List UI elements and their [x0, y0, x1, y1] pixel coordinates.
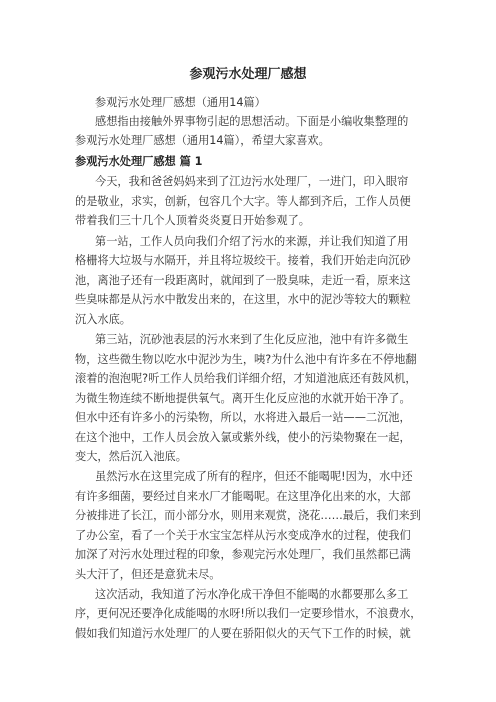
- paragraph-line: 格栅将大垃圾与水隔开，并且将垃圾绞干。接着，我们开始走向沉砂: [75, 254, 411, 267]
- section-heading: 参观污水处理厂感想 篇 1: [75, 155, 203, 168]
- paragraph-line: 这次活动，我知道了污水净化成干净但不能喝的水都要那么多工: [95, 588, 409, 601]
- paragraph-line: 虽然污水在这里完成了所有的程序，但还不能喝呢!因为，水中还: [95, 470, 413, 483]
- paragraph-line: 滚着的泡泡呢?听工作人员给我们详细介绍，才知道池底还有鼓风机，: [75, 372, 417, 385]
- paragraph-line: 的是敬业，求实，创新，包容几个大字。等人都到齐后，工作人员便: [75, 195, 411, 208]
- paragraph-line: 有许多细菌，要经过自来水厂才能喝呢。在这里净化出来的水，大部: [75, 490, 411, 503]
- paragraph-line: 加深了对污水处理过程的印象，参观完污水处理厂，我们虽然都已满: [75, 548, 411, 561]
- paragraph-line: 变大，然后沉入池底。: [75, 450, 187, 463]
- paragraph-line: 今天，我和爸爸妈妈来到了江边污水处理厂，一进门，印入眼帘: [95, 175, 409, 188]
- paragraph-line: 带着我们三十几个人顶着炎炎夏日开始参观了。: [75, 214, 310, 227]
- paragraph-line: 头大汗了，但还是意犹未尽。: [75, 568, 221, 581]
- paragraph-line: 些臭味都是从污水中散发出来的，在这里，水中的泥沙等较大的颗粒: [75, 293, 411, 306]
- paragraph-line: 分被排进了长江，而小部分水，则用来观赏，浇花……最后，我们来到: [75, 509, 421, 522]
- paragraph-line: 参观污水处理厂感想（通用14篇）: [95, 96, 266, 109]
- paragraph-line: 了办公室，看了一个关于水宝宝怎样从污水变成净水的过程，使我们: [75, 529, 411, 542]
- document-title: 参观污水处理厂感想: [189, 67, 307, 82]
- paragraph-line: 在这个池中，工作人员会放入氯或紫外线，使小的污染物聚在一起，: [75, 431, 411, 444]
- paragraph-line: 参观污水处理厂感想（通用14篇），希望大家喜欢。: [75, 134, 330, 147]
- paragraph-line: 沉入水底。: [75, 313, 131, 326]
- paragraph-line: 第一站，工作人员向我们介绍了污水的来源，并让我们知道了用: [95, 235, 409, 248]
- paragraph-line: 感想指由接触外界事物引起的思想活动。下面是小编收集整理的: [95, 115, 409, 128]
- paragraph-line: 第三站，沉砂池表层的污水来到了生化反应池，池中有许多微生: [95, 333, 409, 346]
- paragraph-line: 序，更何况还要净化成能喝的水呀!所以我们一定要珍惜水，不浪费水，: [75, 607, 422, 620]
- paragraph-line: 物，这些微生物以吃水中泥沙为生，咦?为什么池中有许多在不停地翻: [75, 353, 417, 366]
- paragraph-line: 为微生物连续不断地提供氧气。离开生化反应池的水就开始干净了。: [75, 392, 411, 405]
- paragraph-line: 但水中还有许多小的污染物，所以，水将进入最后一站——二沉池，: [75, 411, 411, 424]
- paragraph-line: 假如我们知道污水处理厂的人要在骄阳似火的天气下工作的时候，就: [75, 627, 411, 640]
- paragraph-line: 池，离池子还有一段距离时，就闻到了一股臭味，走近一看，原来这: [75, 274, 411, 287]
